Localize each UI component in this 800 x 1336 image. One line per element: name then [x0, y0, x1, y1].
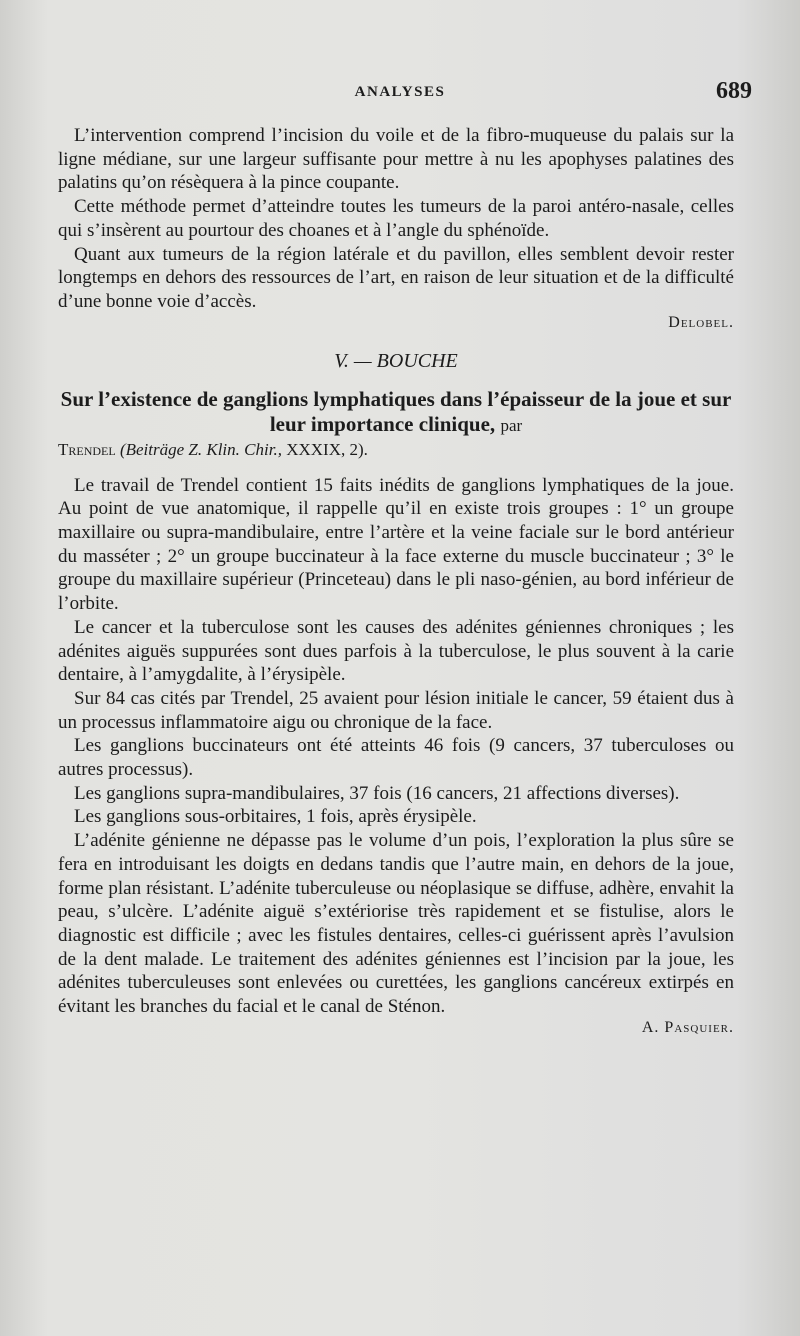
paragraph: Les ganglions supra-mandibulaires, 37 fois (16 cancers, 21 affections diverses). [74, 782, 680, 804]
paragraph: Le travail de Trendel contient 15 faits inédits de ganglions lymphatiques de la joue. Au point de vue anatomique, il rappelle qu’il en existe trois groupes : 1° un groupe maxillaire ou supra-mandibulaire, entre l’artère et la veine faciale sur le bord antérieur du masséter ; 2° un groupe buccinateur à la face externe du muscle buccinateur ; 3° le groupe du maxillaire supérieur (Princeteau) dans le pli naso-génien, au bord inférieur de l’orbite. [58, 474, 734, 615]
running-head: ANALYSES [354, 84, 446, 100]
page-header [40, 78, 760, 110]
paragraph: Sur 84 cas cités par Trendel, 25 avaient pour lésion initiale le cancer, 59 étaient dus à un processus inflammatoire aigu ou chronique de la face. [58, 687, 734, 733]
author-signature: A. Pasquier. [641, 1018, 734, 1036]
paragraph: Le cancer et la tuberculose sont les causes des adénites géniennes chroniques ; les adénites aiguës suppurées sont dues parfois à la tuberculose, le plus souvent à la carie dentaire, à l’amygdalite, à l’érysipèle. [58, 616, 734, 686]
paragraph: Les ganglions buccinateurs ont été atteints 46 fois (9 cancers, 37 tuberculoses ou autres processus). [58, 735, 734, 781]
paragraph: L’adénite génienne ne dépasse pas le volume d’un pois, l’exploration la plus sûre se fera en introduisant les doigts en dedans tandis que l’autre main, en dehors de la joue, forme plan résistant. L’adénite tuberculeuse ou néoplasique se diffuse, adhère, envahit la peau, s’ulcère. L’adénite aiguë s’extériorise très rapidement et se fistulise, alors le diagnostic est difficile ; avec les fistules dentaires, celles-ci guérissent après l’avulsion de la dent malade. Le traitement des adénites géniennes est l’incision par la joue, les adénites tuberculeuses sont enlevées ou curettées, les ganglions cancéreux extirpés en évitant les branches du facial et le canal de Sténon. [58, 830, 734, 1018]
article-citation [58, 440, 734, 460]
article-title-by: par [500, 415, 523, 435]
page-number: 689 [716, 78, 752, 104]
citation-volume: XXXIX, 2). [286, 439, 368, 459]
paragraph: Quant aux tumeurs de la région latérale et du pavillon, elles semblent devoir rester longtemps en dehors des ressources de l’art, en raison de leur situation et de la difficulté d’une bonne voie d’accès. [58, 243, 734, 312]
citation-journal: (Beiträge Z. Klin. Chir., [119, 439, 282, 459]
article-title [58, 387, 734, 438]
section-heading: V. — BOUCHE [334, 349, 458, 372]
page-content [58, 124, 734, 1047]
citation-author: Trendel [58, 439, 116, 459]
paragraph: Les ganglions sous-orbitaires, 1 fois, après érysipèle. [74, 806, 477, 828]
paragraph: L’intervention comprend l’incision du voile et de la fibro-muqueuse du palais sur la ligne médiane, sur une largeur suffisante pour mettre à nu les apophyses palatines des palatins qu’on résèquera à la pince coupante. [58, 125, 734, 194]
paragraph: Cette méthode permet d’atteindre toutes les tumeurs de la paroi antéro-nasale, celles qui s’insèrent au pourtour des choanes et à l’angle du sphénoïde. [58, 196, 734, 241]
article-title-text: Sur l’existence de ganglions lymphatiques dans l’épaisseur de la joue et sur leur importance clinique, [60, 386, 732, 436]
author-signature: Delobel. [668, 313, 734, 331]
